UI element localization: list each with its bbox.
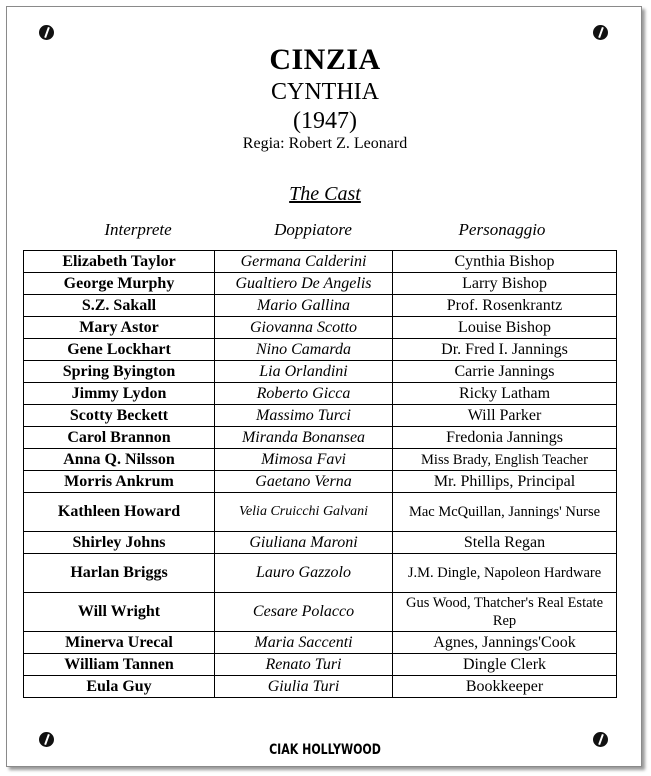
- column-header-personaggio: Personaggio: [458, 220, 546, 239]
- actor-cell: Anna Q. Nilsson: [24, 449, 215, 471]
- actor-cell: Will Wright: [24, 593, 215, 632]
- actor-cell: Eula Guy: [24, 676, 215, 698]
- table-row: [24, 317, 617, 339]
- column-header-interprete: Interprete: [104, 220, 172, 239]
- role-cell: Gus Wood, Thatcher's Real Estate Rep: [393, 593, 617, 632]
- role-cell: J.M. Dingle, Napoleon Hardware: [393, 554, 617, 593]
- actor-cell: Shirley Johns: [24, 532, 215, 554]
- actor-cell: Jimmy Lydon: [24, 383, 215, 405]
- film-title: CINZIA: [269, 43, 381, 76]
- cast-heading: The Cast: [289, 183, 361, 205]
- table-row: [24, 251, 617, 273]
- actor-cell: Scotty Beckett: [24, 405, 215, 427]
- table-row: [24, 383, 617, 405]
- dubber-cell: Giovanna Scotto: [215, 317, 393, 339]
- table-row: [24, 471, 617, 493]
- dubber-cell: Mario Gallina: [215, 295, 393, 317]
- actor-cell: George Murphy: [24, 273, 215, 295]
- actor-cell: Morris Ankrum: [24, 471, 215, 493]
- actor-cell: Harlan Briggs: [24, 554, 215, 593]
- actor-cell: Mary Astor: [24, 317, 215, 339]
- dubber-cell: Gaetano Verna: [215, 471, 393, 493]
- role-cell: Cynthia Bishop: [393, 251, 617, 273]
- original-title: CYNTHIA: [271, 79, 379, 105]
- role-cell: Agnes, Jannings'Cook: [393, 632, 617, 654]
- role-cell: Louise Bishop: [393, 317, 617, 339]
- actor-cell: Spring Byington: [24, 361, 215, 383]
- actor-cell: Kathleen Howard: [24, 493, 215, 532]
- table-row: [24, 676, 617, 698]
- table-row: [24, 361, 617, 383]
- table-row: [24, 295, 617, 317]
- dubber-cell: Germana Calderini: [215, 251, 393, 273]
- table-row: [24, 593, 617, 632]
- role-cell: Larry Bishop: [393, 273, 617, 295]
- table-row: [24, 449, 617, 471]
- director-credit: Regia: Robert Z. Leonard: [242, 135, 408, 152]
- column-header-doppiatore: Doppiatore: [274, 220, 352, 239]
- role-cell: Bookkeeper: [393, 676, 617, 698]
- table-row: [24, 554, 617, 593]
- table-row: [24, 654, 617, 676]
- dubber-cell: Nino Camarda: [215, 339, 393, 361]
- role-cell: Will Parker: [393, 405, 617, 427]
- role-cell: Mr. Phillips, Principal: [393, 471, 617, 493]
- screw-icon: [593, 25, 608, 40]
- dubber-cell: Roberto Gicca: [215, 383, 393, 405]
- dubber-cell: Velia Cruicchi Galvani: [215, 493, 393, 532]
- dubber-cell: Mimosa Favi: [215, 449, 393, 471]
- role-cell: Miss Brady, English Teacher: [393, 449, 617, 471]
- table-row: [24, 273, 617, 295]
- actor-cell: Elizabeth Taylor: [24, 251, 215, 273]
- role-cell: Dingle Clerk: [393, 654, 617, 676]
- cast-plaque: [6, 6, 642, 767]
- dubber-cell: Maria Saccenti: [215, 632, 393, 654]
- actor-cell: Gene Lockhart: [24, 339, 215, 361]
- actor-cell: Carol Brannon: [24, 427, 215, 449]
- role-cell: Stella Regan: [393, 532, 617, 554]
- role-cell: Carrie Jannings: [393, 361, 617, 383]
- dubber-cell: Lauro Gazzolo: [215, 554, 393, 593]
- dubber-cell: Gualtiero De Angelis: [215, 273, 393, 295]
- dubber-cell: Massimo Turci: [215, 405, 393, 427]
- role-cell: Ricky Latham: [393, 383, 617, 405]
- ciak-hollywood-logo: CIAK HOLLYWOOD: [269, 741, 381, 758]
- role-cell: Fredonia Jannings: [393, 427, 617, 449]
- actor-cell: William Tannen: [24, 654, 215, 676]
- cast-table: [23, 250, 617, 698]
- screw-icon: [39, 25, 54, 40]
- table-row: [24, 339, 617, 361]
- table-row: [24, 493, 617, 532]
- dubber-cell: Cesare Polacco: [215, 593, 393, 632]
- dubber-cell: Renato Turi: [215, 654, 393, 676]
- table-row: [24, 427, 617, 449]
- role-cell: Dr. Fred I. Jannings: [393, 339, 617, 361]
- dubber-cell: Miranda Bonansea: [215, 427, 393, 449]
- release-year: (1947): [293, 108, 357, 134]
- actor-cell: S.Z. Sakall: [24, 295, 215, 317]
- dubber-cell: Lia Orlandini: [215, 361, 393, 383]
- role-cell: Mac McQuillan, Jannings' Nurse: [393, 493, 617, 532]
- dubber-cell: Giuliana Maroni: [215, 532, 393, 554]
- table-row: [24, 532, 617, 554]
- role-cell: Prof. Rosenkrantz: [393, 295, 617, 317]
- actor-cell: Minerva Urecal: [24, 632, 215, 654]
- table-row: [24, 632, 617, 654]
- table-row: [24, 405, 617, 427]
- dubber-cell: Giulia Turi: [215, 676, 393, 698]
